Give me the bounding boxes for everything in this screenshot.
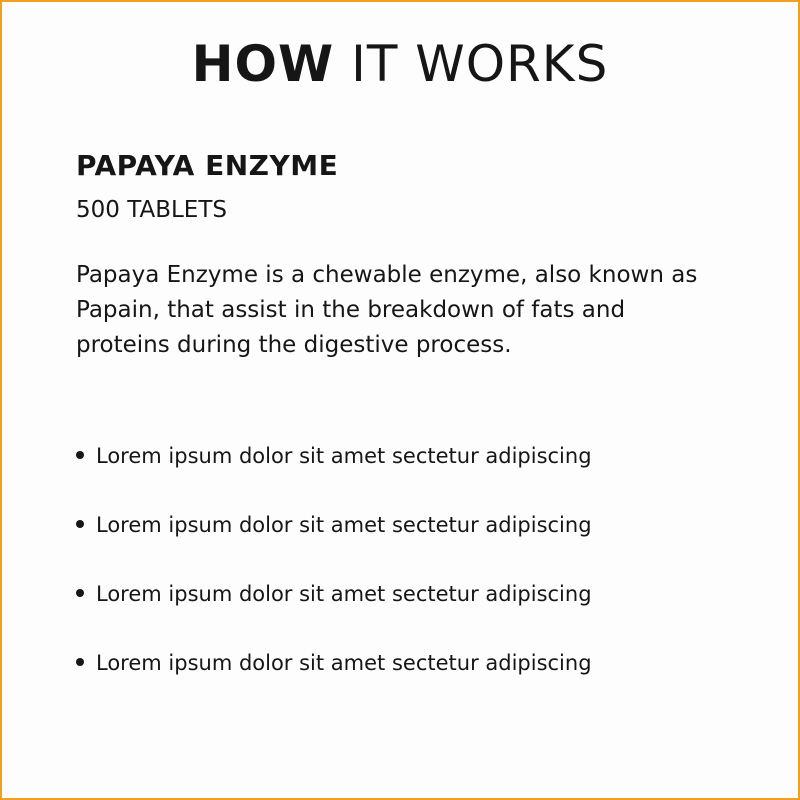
list-item-text: Lorem ipsum dolor sit amet sectetur adipiscing (96, 651, 592, 675)
product-description: Papaya Enzyme is a chewable enzyme, also known as Papain, that assist in the breakdown of fats and proteins during the digestive process. (76, 262, 698, 358)
page-title (2, 32, 798, 96)
list-item-text: Lorem ipsum dolor sit amet sectetur adipiscing (96, 513, 592, 537)
bullet-dot-icon (76, 658, 84, 666)
list-item-text: Lorem ipsum dolor sit amet sectetur adipiscing (96, 444, 592, 468)
list-item (76, 645, 756, 714)
list-item (76, 438, 756, 507)
list-item-text: Lorem ipsum dolor sit amet sectetur adipiscing (96, 582, 592, 606)
bullet-dot-icon (76, 520, 84, 528)
feature-list (76, 438, 756, 714)
list-item (76, 507, 756, 576)
bullet-dot-icon (76, 589, 84, 597)
bullet-dot-icon (76, 451, 84, 459)
product-count: 500 TABLETS (76, 197, 227, 223)
list-item (76, 576, 756, 645)
product-name: PAPAYA ENZYME (76, 149, 339, 182)
page-title-light: IT WORKS (351, 35, 609, 93)
page-title-strong: HOW (191, 35, 335, 93)
